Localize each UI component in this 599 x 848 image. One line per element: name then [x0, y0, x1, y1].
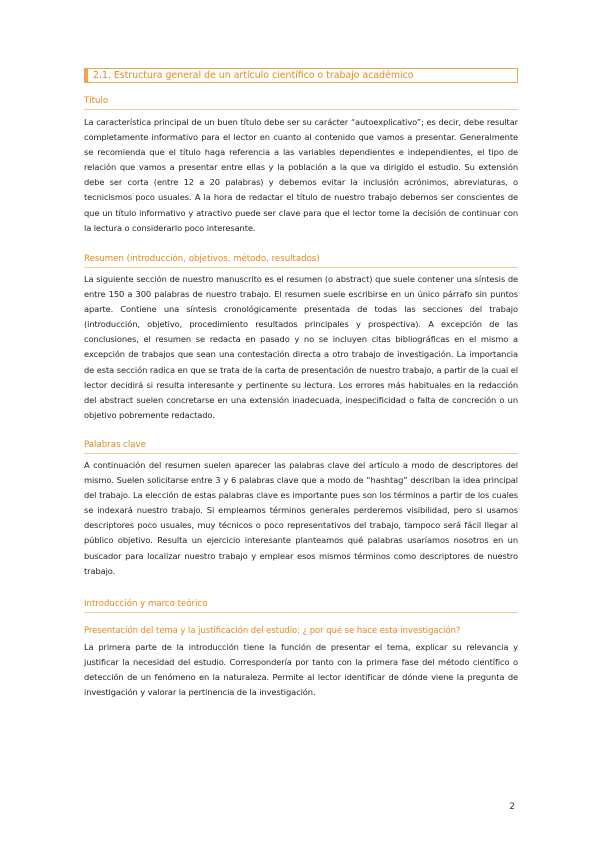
- page-number: 2: [509, 802, 515, 812]
- section-heading-introduccion: Introducción y marco teórico: [84, 598, 518, 613]
- subsection-heading-presentacion: Presentación del tema y la justificación del estudio: ¿ por qué se hace esta investigación?: [84, 625, 461, 635]
- paragraph-titulo: La característica principal de un buen título debe ser su carácter “autoexplicativo”; es decir, debe resultar completamente informativo para el lector en cuanto al contenido que vamos a presentar. Generalmente se recomienda que el título haga referencia a las variables dependientes e independientes, el tipo de relación que vamos a presentar entre ellas y la población a la que va dirigido el estudio. Su extensión debe ser corta (entre 12 a 20 palabras) y debemos evitar la inclusión acrónimos, abreviaturas, o tecnicismos poco usuales. A la hora de redactar el título de nuestro trabajo debemos ser conscientes de que un título informativo y atractivo puede ser clave para que el lector tome la decisión de continuar con la lectura o considerarlo poco interesante.: [84, 117, 518, 233]
- paragraph-introduccion: La primera parte de la introducción tiene la función de presentar el tema, explicar su relevancia y justificar la necesidad del estudio. Correspondería por tanto con la primera fase del método científico o detección de un fenómeno en la naturaleza. Permite al lector identificar de dónde viene la pregunta de investigación y valorar la pertinencia de la investigación.: [84, 642, 518, 698]
- paragraph-palabras-clave: A continuación del resumen suelen aparecer las palabras clave del artículo a modo de descriptores del mismo. Suelen solicitarse entre 3 y 6 palabras clave que a modo de “hashtag” describan la idea principal del trabajo. La elección de estas palabras clave es importante pues son los términos a partir de los cuales se indexará nuestro trabajo. Si empleamos términos generales perderemos visibilidad, pero si usamos descriptores poco usuales, muy técnicos o poco representativos del trabajo, tampoco será fácil llegar al público objetivo. Resulta un ejercicio interesante planteamos qué palabras usaríamos nosotros en un buscador para localizar nuestro trabajo y emplear esos mismos términos como descriptores de nuestro trabajo.: [84, 460, 518, 576]
- chapter-heading: 2.1. Estructura general de un artículo científico o trabajo académico: [84, 68, 518, 83]
- section-heading-titulo: Título: [84, 95, 518, 110]
- section-heading-resumen: Resumen (introducción, objetivos, método, resultados): [84, 253, 518, 268]
- paragraph-resumen: La siguiente sección de nuestro manuscrito es el resumen (o abstract) que suele contener una síntesis de entre 150 a 300 palabras de nuestro trabajo. El resumen suele escribirse en un único párrafo sin puntos aparte. Contiene una síntesis cronológicamente presentada de todas las secciones del trabajo (introducción, objetivo, procedimiento resultados principales y prospectiva). A excepción de las conclusiones, el resumen se redacta en pasado y no se incluyen citas bibliográficas en el mismo a excepción de trabajos que sean una contestación directa a otro trabajo de investigación. La importancia de esta sección radica en que se trata de la carta de presentación de nuestro trabajo, a partir de la cual el lector decidirá si resulta interesante y pertinente su lectura. Los errores más habituales en la redacción del abstract suelen concretarse en una extensión inadecuada, inespecificidad o falta de concreción o un objetivo pobremente redactado.: [84, 274, 518, 420]
- section-heading-palabras-clave: Palabras clave: [84, 439, 518, 454]
